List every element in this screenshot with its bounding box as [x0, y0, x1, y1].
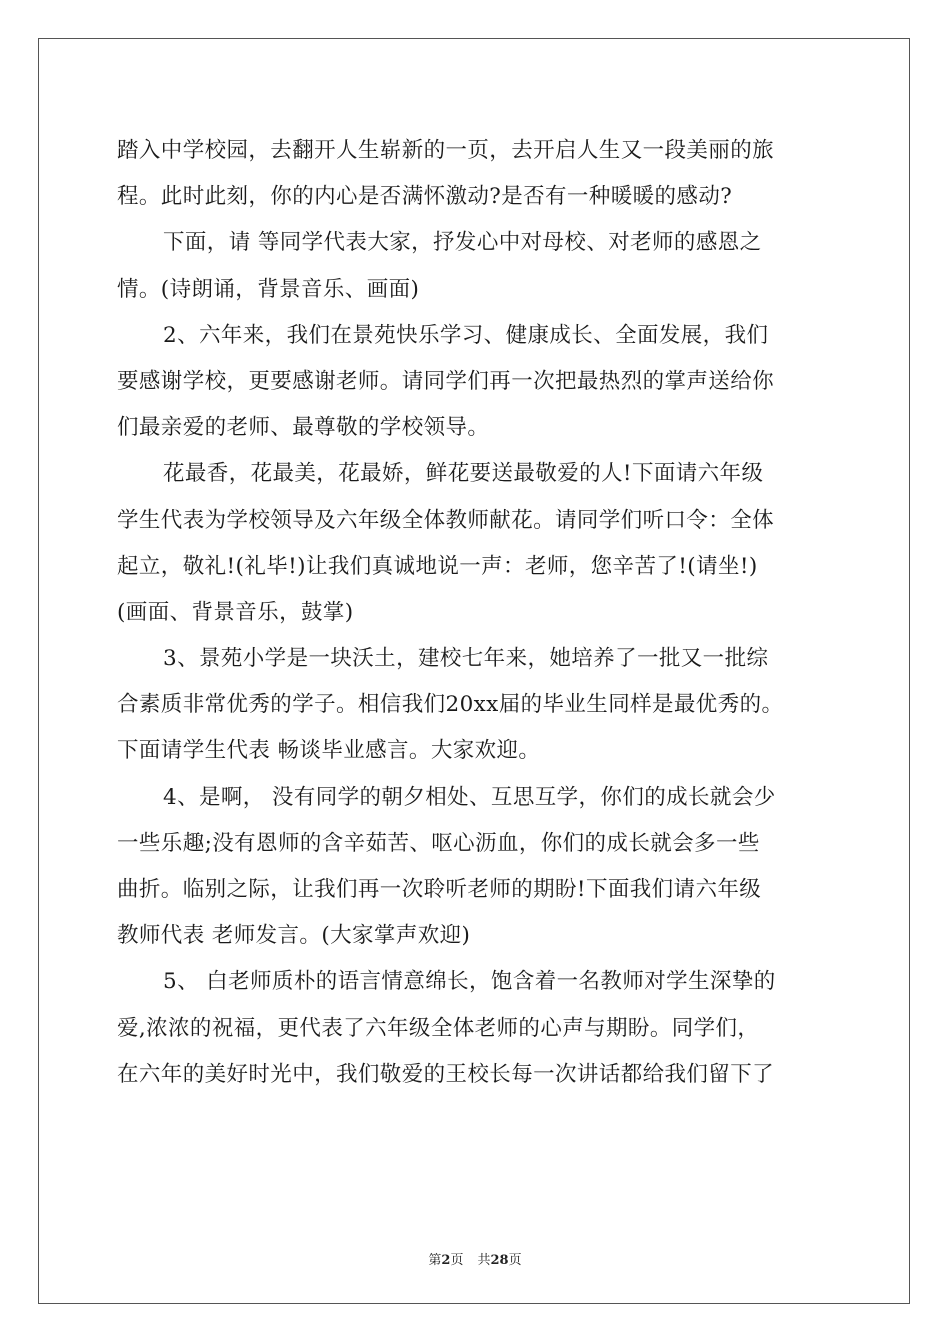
page-prefix: 第 [428, 1253, 442, 1268]
document-body [117, 128, 837, 1098]
text-line: (画面、背景音乐，鼓掌) [117, 599, 354, 625]
text-line: 曲折。临别之际，让我们再一次聆听老师的期盼!下面我们请六年级 [117, 877, 762, 902]
text-line: 学生代表为学校领导及六年级全体教师献花。请同学们听口令：全体 [117, 507, 775, 533]
text-line: 要感谢学校，更要感谢老师。请同学们再一次把最热烈的掌声送给你 [117, 368, 775, 394]
text-line: 踏入中学校园，去翻开人生崭新的一页，去开启人生又一段美丽的旅 [117, 138, 775, 163]
text-line: 在六年的美好时光中，我们敬爱的王校长每一次讲话都给我们留下了 [117, 1061, 775, 1087]
text-line: 情。(诗朗诵，背景音乐、画面) [117, 276, 420, 302]
text-line: 下面请学生代表 畅谈毕业感言。大家欢迎。 [117, 738, 541, 764]
total-suffix: 页 [508, 1253, 522, 1268]
total-prefix: 共 [477, 1253, 491, 1268]
paragraph-start-line: 5、 白老师质朴的语言情意绵长，饱含着一名教师对学生深挚的 [163, 969, 776, 995]
page-number: 2 [441, 1253, 451, 1268]
paragraph-start-line: 花最香，花最美，花最娇，鲜花要送最敬爱的人!下面请六年级 [163, 461, 764, 487]
paragraph-start-line: 4、是啊， 没有同学的朝夕相处、互思互学，你们的成长就会少 [163, 784, 776, 810]
text-line: 一些乐趣;没有恩师的含辛茹苦、呕心沥血，你们的成长就会多一些 [117, 830, 760, 856]
text-line: 爱,浓浓的祝福，更代表了六年级全体老师的心声与期盼。同学们， [117, 1015, 760, 1041]
text-line: 程。此时此刻，你的内心是否满怀激动?是否有一种暖暖的感动? [117, 184, 733, 210]
text-line: 教师代表 老师发言。(大家掌声欢迎) [117, 923, 471, 949]
text-line: 合素质非常优秀的学子。相信我们20xx届的毕业生同样是最优秀的。 [117, 692, 784, 718]
page-footer [0, 1249, 950, 1268]
page-suffix: 页 [450, 1253, 464, 1268]
text-line: 起立，敬礼!(礼毕!)让我们真诚地说一声：老师，您辛苦了!(请坐!) [117, 553, 758, 579]
paragraph-start-line: 3、景苑小学是一块沃土，建校七年来，她培养了一批又一批综 [163, 646, 769, 672]
total-pages: 28 [490, 1253, 509, 1268]
paragraph-start-line: 下面，请 等同学代表大家，抒发心中对母校、对老师的感恩之 [163, 230, 762, 256]
text-line: 们最亲爱的老师、最尊敬的学校领导。 [117, 415, 490, 441]
paragraph-start-line: 2、六年来，我们在景苑快乐学习、健康成长、全面发展，我们 [163, 322, 769, 348]
